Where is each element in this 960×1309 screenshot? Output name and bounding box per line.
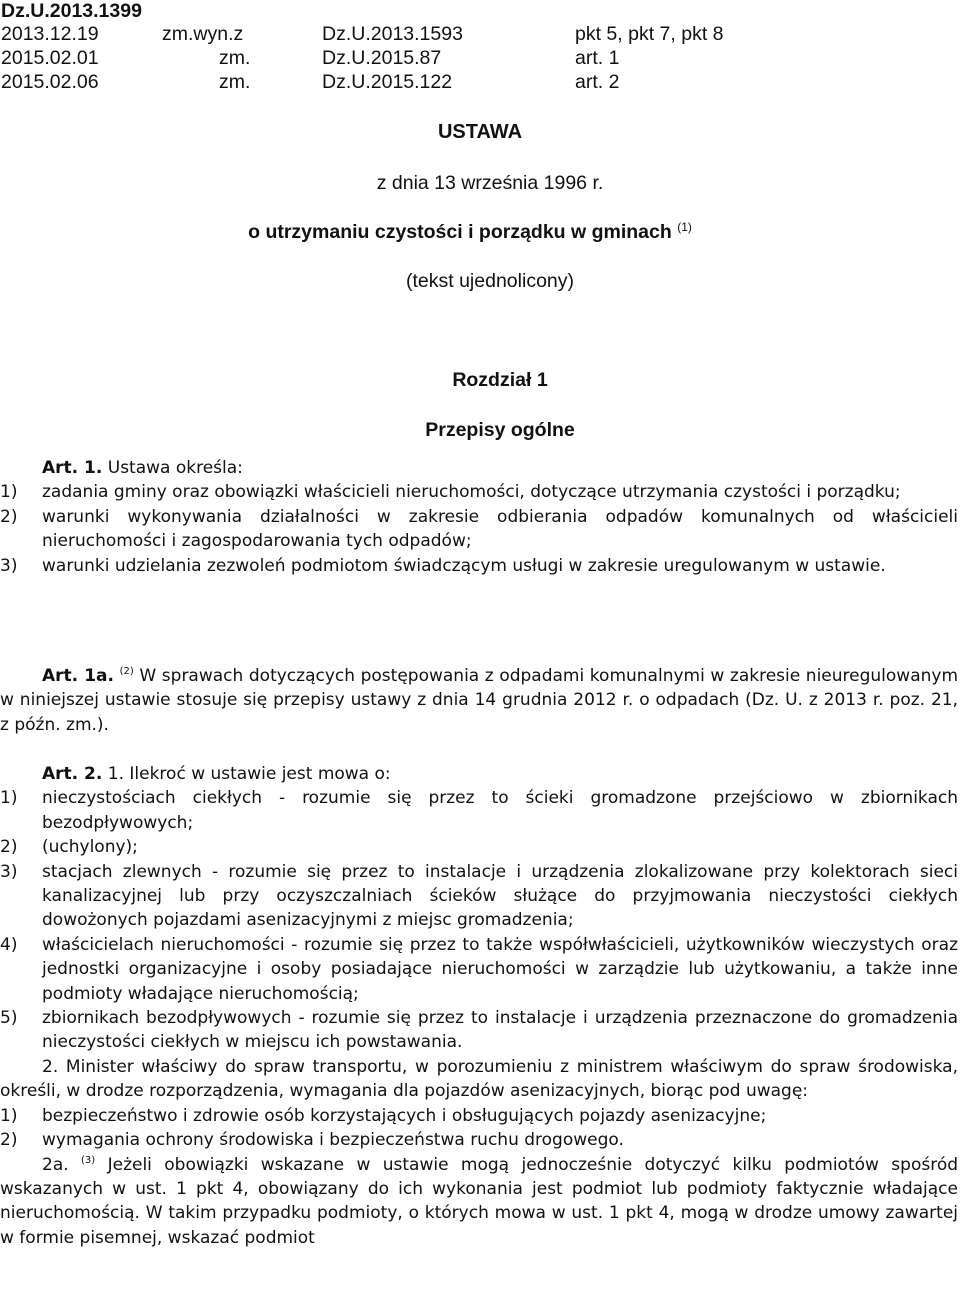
header-date: 2015.02.06: [1, 71, 99, 93]
item-text: (uchylony);: [42, 837, 138, 858]
item-text: zadania gminy oraz obowiązki właścicieli nieruchomości, dotyczące utrzymania czystości i porządku;: [42, 482, 901, 503]
footnote-ref: (2): [119, 666, 134, 677]
item-number: 2): [0, 837, 18, 858]
header-scope: art. 1: [575, 47, 620, 69]
article-1-lead: [0, 456, 958, 480]
header-row: [0, 0, 960, 23]
list-item: [0, 933, 958, 1006]
header-ref: Dz.U.2015.122: [322, 71, 453, 93]
article-1a: [0, 664, 958, 737]
act-type: USTAWA: [437, 121, 523, 143]
chapter-title: Przepisy ogólne: [425, 419, 575, 441]
article-1: [0, 456, 958, 578]
header-type: zm.: [219, 47, 251, 69]
article-label: Art. 1.: [42, 458, 103, 478]
paragraph-number: 2a.: [42, 1154, 69, 1175]
paragraph-text: Minister właściwy do spraw transportu, w porozumieniu z ministrem właściwym do spraw środowiska, określi, w drodze rozporządzenia, wymagania dla pojazdów asenizacyjnych, biorąc pod uwagę:: [0, 1056, 959, 1102]
item-text: bezpieczeństwo i zdrowie osób korzystających i obsługujących pojazdy asenizacyjne;: [42, 1105, 767, 1126]
consolidated-note: (tekst ujednolicony): [406, 270, 574, 292]
header-date: 2013.12.19: [1, 23, 99, 45]
header-type: zm.: [219, 71, 251, 93]
item-text: właścicielach nieruchomości - rozumie się przez to także współwłaścicieli, użytkowników wieczystych oraz jednostki organizacyjne i osoby posiadające nieruchomości w zarządzie lub użytkowaniu, a także inne podmioty władające nieruchomością;: [42, 934, 958, 1004]
list-item: [0, 1104, 958, 1128]
item-number: 4): [0, 934, 18, 955]
article-text: W sprawach dotyczących postępowania z odpadami komunalnymi w zakresie nieuregulowanym w niniejszej ustawie stosuje się przepisy ustawy z dnia 14 grudnia 2012 r. o odpadach (Dz. U. z 2013 r. poz. 21, z późn. zm.).: [0, 666, 959, 735]
header-ref: Dz.U.2013.1399: [1, 0, 142, 22]
item-number: 5): [0, 1008, 18, 1029]
header-type: zm.wyn.z: [162, 23, 244, 45]
article-2-lead: [0, 762, 958, 786]
item-number: 1): [0, 1105, 18, 1126]
list-item: [0, 860, 958, 933]
item-text: nieczystościach ciekłych - rozumie się przez to ścieki gromadzone przejściowo w zbiornikach bezodpływowych;: [42, 788, 958, 833]
act-title: [0, 221, 950, 244]
header-scope: pkt 5, pkt 7, pkt 8: [575, 23, 724, 45]
header-row: [0, 22, 960, 46]
list-item: [0, 1006, 958, 1055]
list-item: [0, 480, 958, 504]
list-item: [0, 786, 958, 835]
header-row: [0, 46, 960, 70]
act-date: z dnia 13 września 1996 r.: [376, 172, 604, 194]
item-text: stacjach zlewnych - rozumie się przez to instalacje i urządzenia zlokalizowane przy kolektorach sieci kanalizacyjnej lub przy oczyszczalniach ścieków służące do przyjmowania nieczystości ciekłych dowożonych pojazdami asenizacyjnymi z miejsc gromadzenia;: [42, 861, 958, 931]
item-number: 1): [0, 788, 18, 809]
header-scope: art. 2: [575, 71, 620, 93]
paragraph-2a: [0, 1153, 958, 1251]
footnote-ref: (3): [81, 1154, 96, 1166]
header-date: 2015.02.01: [1, 47, 99, 69]
item-number: 1): [0, 482, 18, 503]
list-item: [0, 505, 958, 554]
item-number: 2): [0, 506, 18, 527]
item-number: 2): [0, 1130, 18, 1151]
chapter-label: Rozdział 1: [452, 369, 548, 391]
item-text: warunki udzielania zezwoleń podmiotom świadczącym usługi w zakresie uregulowanym w ustawie.: [42, 555, 886, 576]
item-number: 3): [0, 861, 18, 882]
paragraph-text: Jeżeli obowiązki wskazane w ustawie mogą jednocześnie dotyczyć kilku podmiotów spośród wskazanych w ust. 1 pkt 4, obowiązany do ich wykonania jest podmiot lub podmioty faktycznie władające nieruchomością. W takim przypadku podmioty, o których mowa w ust. 1 pkt 4, mogą w drodze umowy zawartej w formie pisemnej, wskazać podmiot: [0, 1154, 959, 1248]
list-item: [0, 835, 958, 859]
item-text: warunki wykonywania działalności w zakresie odbierania odpadów komunalnych od właścicieli nieruchomości i zagospodarowania tych odpadów;: [42, 506, 958, 552]
item-text: zbiornikach bezodpływowych - rozumie się przez to instalacje i urządzenia przeznaczone do gromadzenia nieczystości ciekłych w miejscu ich powstawania.: [42, 1008, 958, 1053]
paragraph-number: 2.: [42, 1056, 59, 1077]
item-text: wymagania ochrony środowiska i bezpieczeństwa ruchu drogowego.: [42, 1130, 624, 1151]
item-number: 3): [0, 555, 18, 576]
footnote-ref: (1): [677, 220, 692, 234]
header-ref: Dz.U.2013.1593: [322, 23, 463, 45]
article-label: Art. 1a.: [42, 666, 114, 686]
act-title-text: o utrzymaniu czystości i porządku w gminach: [248, 221, 672, 243]
list-item: [0, 554, 958, 578]
article-lead-text: Ilekroć w ustawie jest mowa o:: [129, 764, 391, 784]
paragraph-number: 1.: [107, 764, 124, 784]
header-row: [0, 70, 960, 94]
paragraph-2: [0, 1055, 958, 1104]
list-item: [0, 1128, 958, 1152]
article-lead-text: Ustawa określa:: [107, 458, 243, 478]
header-ref: Dz.U.2015.87: [322, 47, 442, 69]
article-label: Art. 2.: [42, 764, 103, 784]
article-2: [0, 762, 958, 1250]
